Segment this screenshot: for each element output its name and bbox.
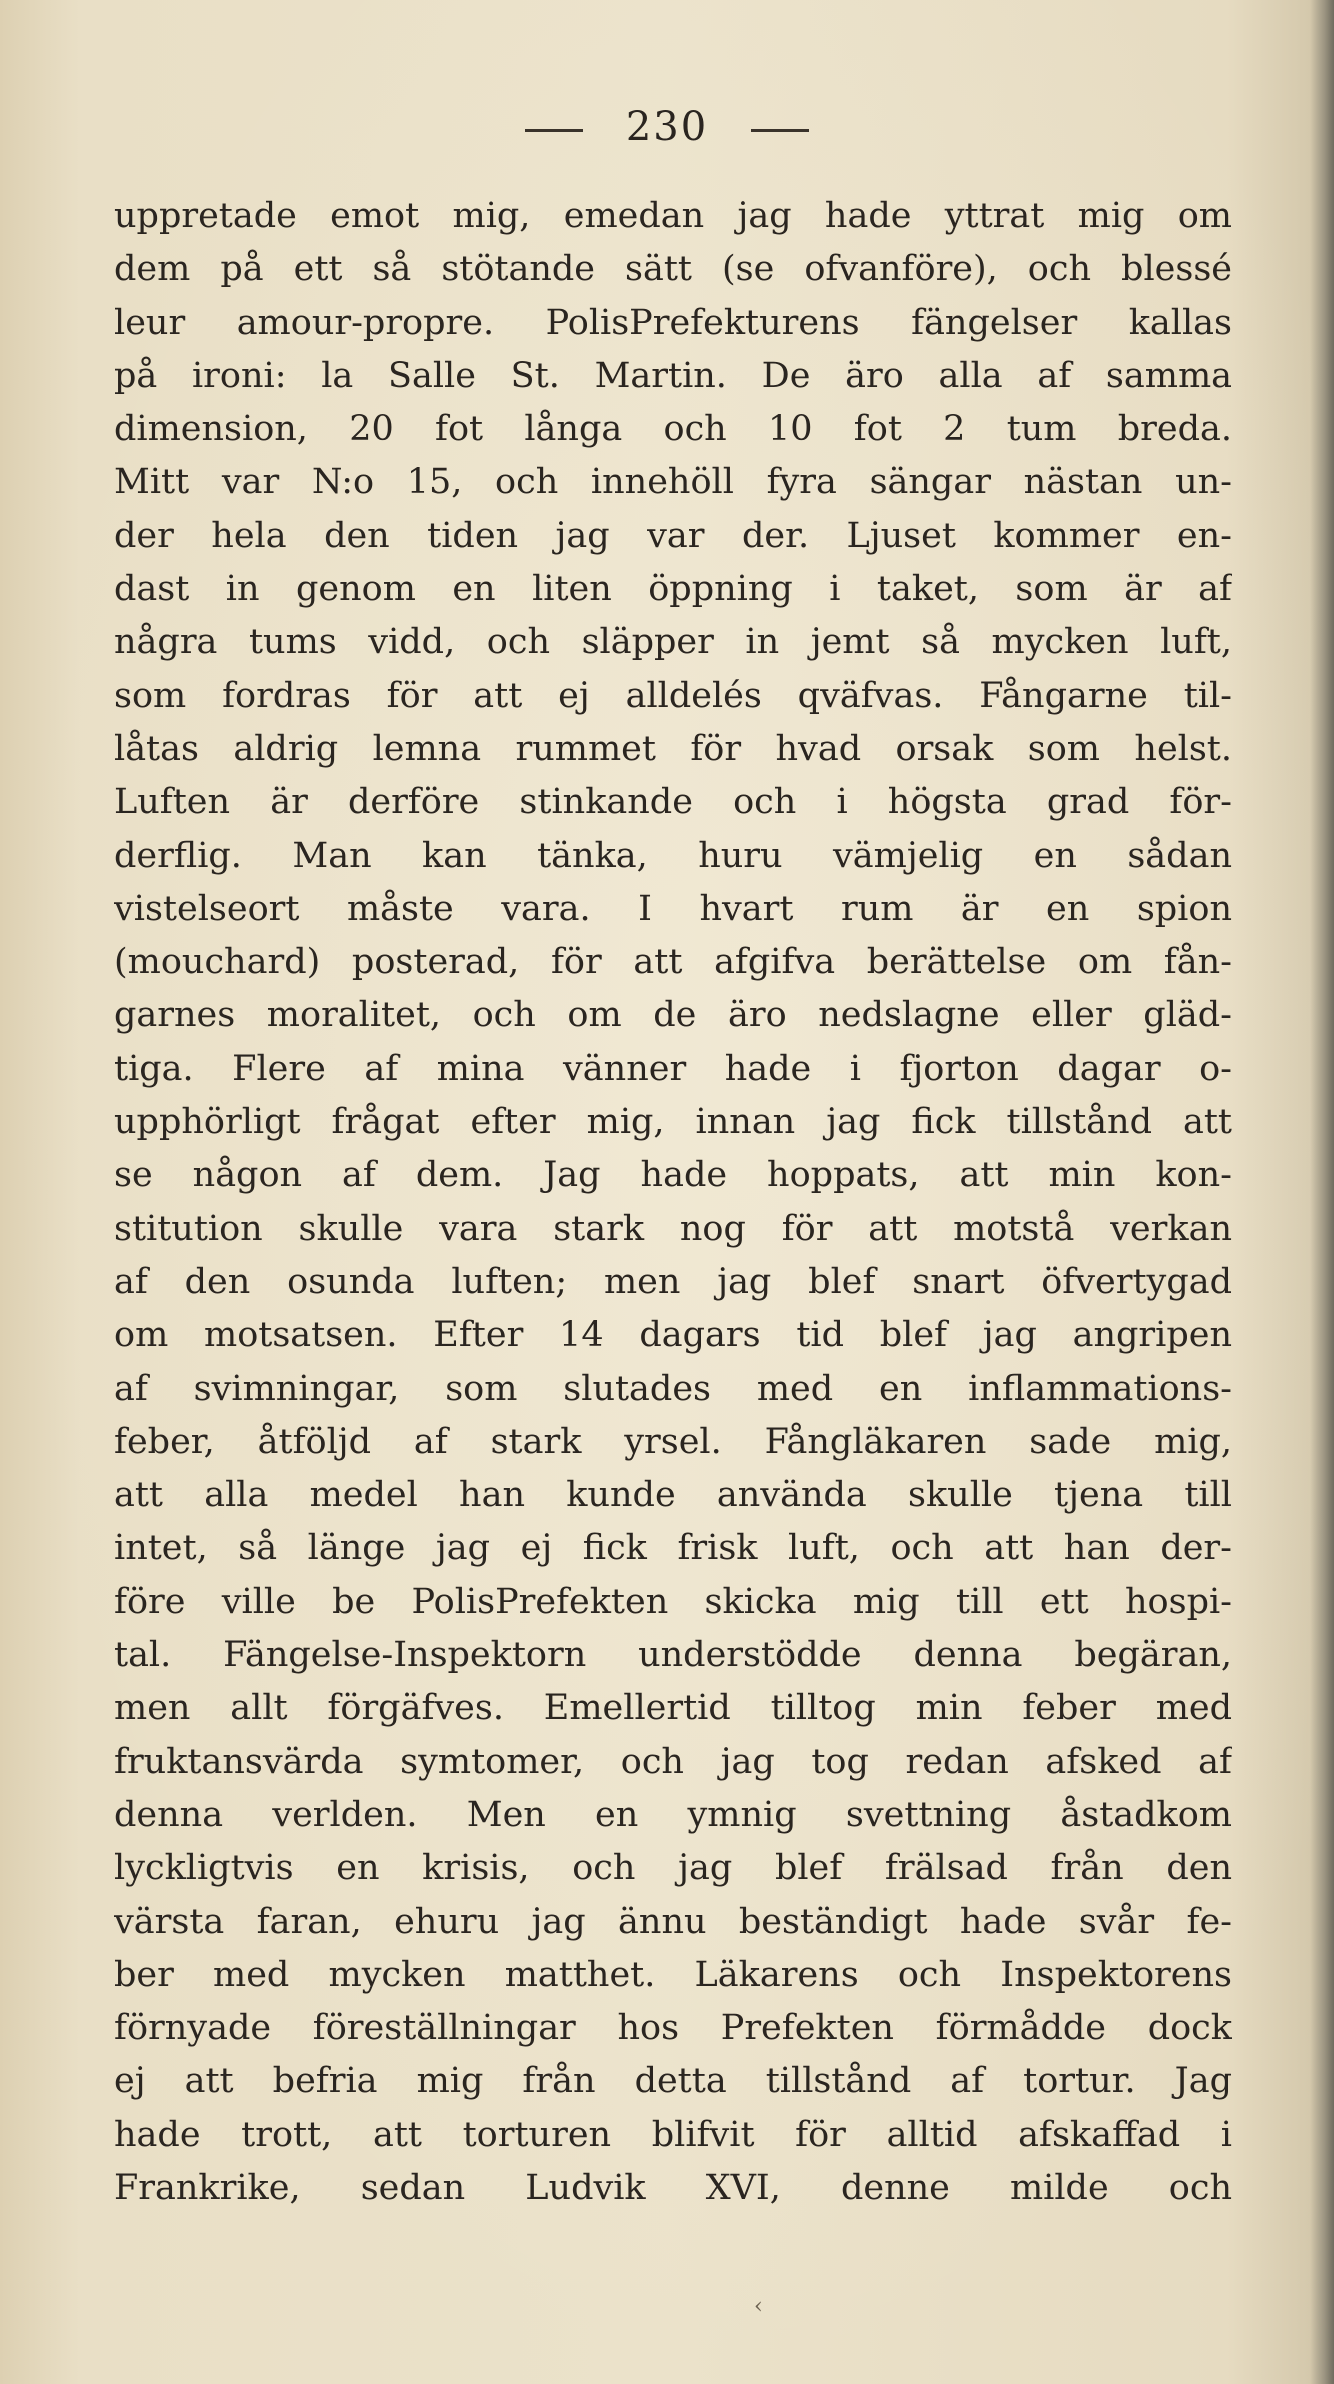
text-line: af svimningar, som slutades med en inflammations-: [114, 1368, 1232, 1409]
text-line: värsta faran, ehuru jag ännu beständigt hade svår fe-: [114, 1901, 1232, 1942]
text-line: ej att befria mig från detta tillstånd af tortur. Jag: [114, 2061, 1232, 2102]
text-line: tiga. Flere af mina vänner hade i fjorton dagar o-: [114, 1048, 1232, 1089]
text-line: men allt förgäfves. Emellertid tilltog min feber med: [114, 1688, 1232, 1729]
text-line: dem på ett så stötande sätt (se ofvanföre), och blessé: [114, 249, 1232, 290]
page-number: 230: [625, 104, 709, 150]
text-line: feber, åtföljd af stark yrsel. Fångläkaren sade mig,: [114, 1421, 1232, 1462]
text-line: dimension, 20 fot långa och 10 fot 2 tum breda.: [114, 409, 1232, 450]
text-line: garnes moralitet, och om de äro nedslagne eller gläd-: [114, 995, 1232, 1036]
text-line: förnyade föreställningar hos Prefekten förmådde dock: [114, 2008, 1232, 2049]
text-line: fruktansvärda symtomer, och jag tog redan afsked af: [114, 1741, 1232, 1782]
text-line: intet, så länge jag ej fick frisk luft, och att han der-: [114, 1528, 1232, 1569]
text-line: lyckligtvis en krisis, och jag blef frälsad från den: [114, 1848, 1232, 1889]
text-line: Luften är derföre stinkande och i högsta grad för-: [114, 782, 1232, 823]
text-line: der hela den tiden jag var der. Ljuset kommer en-: [114, 515, 1232, 556]
text-line: denna verlden. Men en ymnig svettning åstadkom: [114, 1794, 1232, 1835]
text-line: om motsatsen. Efter 14 dagars tid blef jag angripen: [114, 1315, 1232, 1356]
text-line: upphörligt frågat efter mig, innan jag fick tillstånd att: [114, 1102, 1232, 1143]
text-line: som fordras för att ej alldelés qväfvas. Fångarne til-: [114, 675, 1232, 716]
text-line: tal. Fängelse-Inspektorn understödde denna begäran,: [114, 1635, 1232, 1676]
text-line: vistelseort måste vara. I hvart rum är en spion: [114, 888, 1232, 929]
text-line: Mitt var N:o 15, och innehöll fyra sängar nästan un-: [114, 462, 1232, 503]
text-line: leur amour-propre. PolisPrefekturens fängelser kallas: [114, 302, 1232, 343]
footer-mark: ‹: [754, 2294, 763, 2319]
text-line: att alla medel han kunde använda skulle tjena till: [114, 1475, 1232, 1516]
text-line: derflig. Man kan tänka, huru vämjelig en sådan: [114, 835, 1232, 876]
text-line: af den osunda luften; men jag blef snart öfvertygad: [114, 1261, 1232, 1302]
right-rule: [751, 129, 809, 132]
text-line: Frankrike, sedan Ludvik XVI, denne milde och: [114, 2167, 1232, 2208]
text-line: på ironi: la Salle St. Martin. De äro alla af samma: [114, 355, 1232, 396]
text-line: före ville be PolisPrefekten skicka mig till ett hospi-: [114, 1581, 1232, 1622]
text-line: låtas aldrig lemna rummet för hvad orsak som helst.: [114, 728, 1232, 769]
text-line: några tums vidd, och släpper in jemt så mycken luft,: [114, 622, 1232, 663]
text-line: hade trott, att torturen blifvit för alltid afskaffad i: [114, 2114, 1232, 2155]
text-line: se någon af dem. Jag hade hoppats, att min kon-: [114, 1155, 1232, 1196]
text-line: (mouchard) posterad, för att afgifva berättelse om fån-: [114, 942, 1232, 983]
page-edge-shadow: [1310, 0, 1334, 2384]
text-line: dast in genom en liten öppning i taket, som är af: [114, 569, 1232, 610]
body-text: [114, 190, 1232, 2215]
text-line: uppretade emot mig, emedan jag hade yttrat mig om: [114, 196, 1232, 236]
left-rule: [525, 129, 583, 132]
running-head: [0, 104, 1334, 150]
text-line: ber med mycken matthet. Läkarens och Inspektorens: [114, 1954, 1232, 1995]
text-line: stitution skulle vara stark nog för att motstå verkan: [114, 1208, 1232, 1249]
